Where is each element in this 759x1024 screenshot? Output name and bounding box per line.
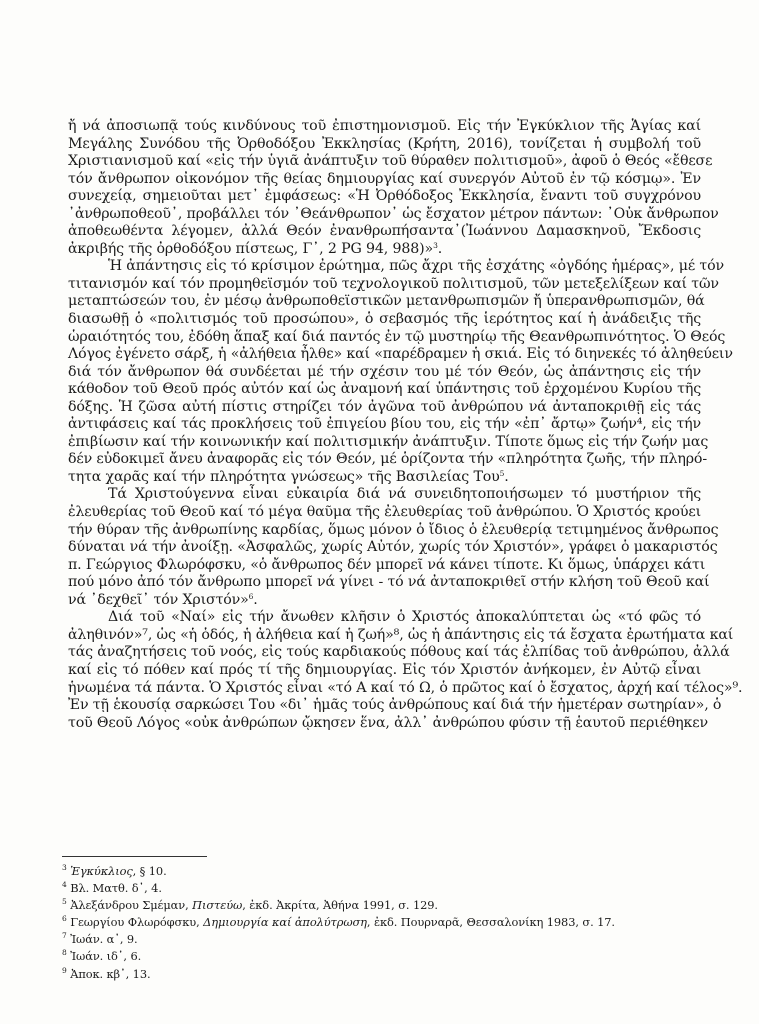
footnote-text: Γεωργίου Φλωρόφσκυ, [70, 915, 204, 930]
footnote-item [62, 880, 682, 897]
footnote-ref[interactable]: 5 [499, 468, 505, 478]
text-line: καί εἰς τό πόθεν καί πρός τί τῆς δημιουργίας. Εἰς τόν Χριστόν ἀνήκομεν, ἐν Αὐτῷ εἶναι [68, 661, 701, 678]
text-line: τόν ἄνθρωπον οἰκονόμον τῆς θείας δημιουργίας καί συνεργόν Αὐτοῦ ἐν τῷ κόσμῳ». Ἐν [68, 170, 701, 187]
footnote-text: Ἐγκύκλιος [70, 864, 133, 878]
text-line: ἀληθινόν»⁷, ὡς «ἡ ὁδός, ἡ ἀλήθεια καί ἡ ζωή»⁸, ὡς ἡ ἀπάντησις εἰς τά ἔσχατα ἐρωτήματα καί [68, 626, 734, 643]
text-line: ἐλευθερίας τοῦ Θεοῦ καί τό μέγα θαῦμα τῆς ἐλευθερίας τοῦ ἀνθρώπου. Ὁ Χριστός κρούει [68, 504, 701, 521]
text-line: δόξης. Ἡ ζῶσα αὐτή πίστις στηρίζει τόν ἀγῶνα τοῦ ἀνθρώπου νά ἀνταποκριθῇ εἰς τάς [68, 398, 701, 415]
text-line: διά τόν ἄνθρωπον θά συνδέεται μέ τήν σχέσιν του μέ τόν Θεόν, ὡς ἀπάντησις εἰς τήν [68, 363, 701, 380]
paragraph [68, 486, 719, 609]
text-line: ἤ νά ἀποσιωπᾷ τούς κινδύνους τοῦ ἐπιστημονισμοῦ. Εἰς τήν Ἐγκύκλιον τῆς Ἁγίας καί [68, 118, 701, 134]
footnote-number: 4 [62, 880, 67, 890]
footnote-separator [62, 856, 207, 857]
text-line: πού μόνο ἀπό τόν ἄνθρωπο μπορεῖ νά γίνει - τό νά ἀνταποκριθεῖ στήν κλήση τοῦ Θεοῦ καί [68, 574, 710, 591]
footnote-number: 3 [62, 863, 67, 872]
footnote-number: 8 [62, 948, 67, 958]
paragraph [68, 118, 719, 258]
text-line: μεταπτώσεών του, ἐν μέσῳ ἀνθρωποθεϊστικῶν μετανθρωπισμῶν ἤ ὑπερανθρωπισμῶν, θά [68, 293, 705, 310]
text-line: ἀκριβής τῆς ὀρθοδόξου πίστεως, Γ᾿, 2 PG 94, 988)»$^3$. [68, 240, 443, 257]
footnote-text: , ἐκδ. Ἀκρίτα, Ἀθήνα 1991, σ. 129. [242, 898, 438, 913]
footnote-ref[interactable]: 3 [433, 240, 438, 250]
footnote-item [62, 931, 682, 948]
text-line: τάς ἀναζητήσεις τοῦ νοός, εἰς τούς καρδιακούς πόθους καί τάς ἐλπίδας τοῦ ἀνθρώπου, ἀλλά [68, 644, 730, 661]
text-line: Ἡ ἀπάντησις εἰς τό κρίσιμον ἐρώτημα, πῶς ἄχρι τῆς ἐσχάτης «ὀγδόης ἡμέρας», μέ τόν [108, 258, 724, 275]
text-line: Τά Χριστούγεννα εἶναι εὐκαιρία διά νά συνειδητοποιήσωμεν τό μυστήριον τῆς [108, 486, 701, 503]
text-line: τήν θύραν τῆς ἀνθρωπίνης καρδίας, ὅμως μόνον ὁ ἴδιος ὁ ἐλευθερίᾳ τετιμημένος ἄνθρωπος [68, 521, 719, 538]
footnote-number: 6 [62, 914, 67, 924]
footnote-item [62, 897, 682, 914]
text-line: ἡνωμένα τά πάντα. Ὁ Χριστός εἶναι «τό Α καί τό Ω, ὁ πρῶτος καί ὁ ἔσχατος, ἀρχή καί τέλος»⁹. [68, 679, 743, 696]
text-line: Λόγος ἐγένετο σάρξ, ἡ «ἀλήθεια ἦλθε» καί «παρέδραμεν ἡ σκιά. Εἰς τό διηνεκές τό ἀληθεύειν [68, 346, 733, 363]
text-line: ἀποθεωθέντα λέγομεν, ἀλλά Θεόν ἐνανθρωπήσαντα᾿(Ἰωάννου Δαμασκηνοῦ, Ἔκδοσις [68, 223, 701, 240]
text-line: δέν εὐδοκιμεῖ ἄνευ ἀναφορᾶς εἰς τόν Θεόν, μέ ὁρίζοντα τήν «πληρότητα ζωῆς, τήν πληρό- [68, 451, 707, 468]
footnote-text: Δημιουργία καί ἀπολύτρωση [203, 915, 367, 930]
footnote-text: Βλ. Ματθ. δ᾿, 4. [70, 881, 162, 896]
footnote-text: Ἀποκ. κβ᾿, 13. [70, 966, 151, 981]
text-line: ᾿ἀνθρωποθεοῦ᾿, προβάλλει τόν ᾿Θεάνθρωπον᾿ ὡς ἔσχατον μέτρον πάντων: ᾿Οὐκ ἄνθρωπον [68, 205, 719, 222]
text-line: διασωθῇ ὁ «πολιτισμός τοῦ προσώπου», ὁ σεβασμός τῆς ἱερότητος καί ἡ ἀνάδειξις τῆς [68, 311, 701, 328]
text-line: συνεχείᾳ, σημειοῦται μετ᾿ ἐμφάσεως: «Ἡ Ὀρθόδοξος Ἐκκλησία, ἔναντι τοῦ συγχρόνου [68, 188, 701, 205]
footnote-number: 5 [62, 897, 67, 907]
text-line: νά ᾿δεχθεῖ᾿ τόν Χριστόν»$^6$. [68, 591, 258, 608]
text-line: τιτανισμόν καί τόν προμηθεϊσμόν τοῦ τεχνολογικοῦ πολιτισμοῦ, τῶν μετεξελίξεων καί τῶν [68, 275, 719, 292]
text-line: τητα χαρᾶς καί τήν πληρότητα γνώσεως» τῆς Βασιλείας Του$^5$. [68, 468, 509, 485]
footnote-item [62, 948, 682, 965]
text-line: Μεγάλης Συνόδου τῆς Ὀρθοδόξου Ἐκκλησίας (Κρήτη, 2016), τονίζεται ἡ συμβολή τοῦ [68, 135, 701, 152]
text-line: κάθοδον τοῦ Θεοῦ πρός αὐτόν καί ὡς ἀναμονή καί ὑπάντησις τοῦ ἐρχομένου Κυρίου τῆς [68, 381, 701, 398]
footnote-text: , § 10. [132, 864, 167, 878]
footnote-number: 7 [62, 931, 67, 941]
footnote-text: , ἐκδ. Πουρναρᾶ, Θεσσαλονίκη 1983, σ. 17. [366, 915, 615, 930]
footnote-item [62, 863, 682, 880]
footnote-ref[interactable]: 6 [248, 591, 254, 601]
text-line: ἐπιβίωσιν καί τήν κοινωνικήν καί πολιτισμικήν ἀνάπτυξιν. Τίποτε ὅμως εἰς τήν ζωήν μας [68, 433, 709, 450]
text-line: ἀντιφάσεις καί τάς προκλήσεις τοῦ ἐπιγείου βίου του, εἰς τήν «ἐπ᾿ ἄρτῳ» ζωήν⁴, εἰς τήν [68, 416, 701, 433]
footnote-number: 9 [62, 965, 67, 975]
footnotes [62, 863, 682, 983]
footnote-text: Πιστεύω [192, 898, 243, 913]
text-line: Χριστιανισμοῦ καί «εἰς τήν ὑγιᾶ ἀνάπτυξιν τοῦ θύραθεν πολιτισμοῦ», ἀφοῦ ὁ Θεός «ἔθεσε [68, 153, 713, 170]
footnote-text: Ἰωάν. α᾿, 9. [70, 932, 138, 947]
body-text [68, 118, 743, 732]
paragraph [68, 258, 733, 486]
footnote-text: Ἰωάν. ιδ᾿, 6. [70, 949, 142, 964]
text-line: δύναται νά τήν ἀνοίξῃ. «Ἀσφαλῶς, χωρίς Αὐτόν, χωρίς τόν Χριστόν», γράφει ὁ μακαριστός [68, 539, 718, 556]
text-line: τοῦ Θεοῦ Λόγος «οὐκ ἀνθρώπων ᾤκησεν ἕνα, ἀλλ᾿ ἀνθρώπου φύσιν τῇ ἑαυτοῦ περιέθηκεν [68, 714, 708, 731]
text-line: Ἐν τῇ ἑκουσίᾳ σαρκώσει Του «δι᾿ ἡμᾶς τούς ἀνθρώπους καί διά τήν ἡμετέραν σωτηρίαν», ὁ [68, 697, 722, 714]
footnote-item [62, 914, 682, 931]
footnote-item [62, 966, 682, 983]
text-line: Διά τοῦ «Ναί» εἰς τήν ἄνωθεν κλῆσιν ὁ Χριστός ἀποκαλύπτεται ὡς «τό φῶς τό [108, 609, 701, 626]
text-line: π. Γεώργιος Φλωρόφσκυ, «ὁ ἄνθρωπος δέν μπορεῖ νά κάνει τίποτε. Κι ὅμως, ὑπάρχει κάτι [68, 556, 706, 573]
footnote-text: Ἀλεξάνδρου Σμέμαν, [70, 898, 193, 913]
paragraph [68, 609, 743, 732]
text-line: ὡραιότητός του, ἐδόθη ἅπαξ καί διά παντός ἐν τῷ μυστηρίῳ τῆς Θεανθρωπινότητος. Ὁ Θεός [68, 328, 726, 345]
